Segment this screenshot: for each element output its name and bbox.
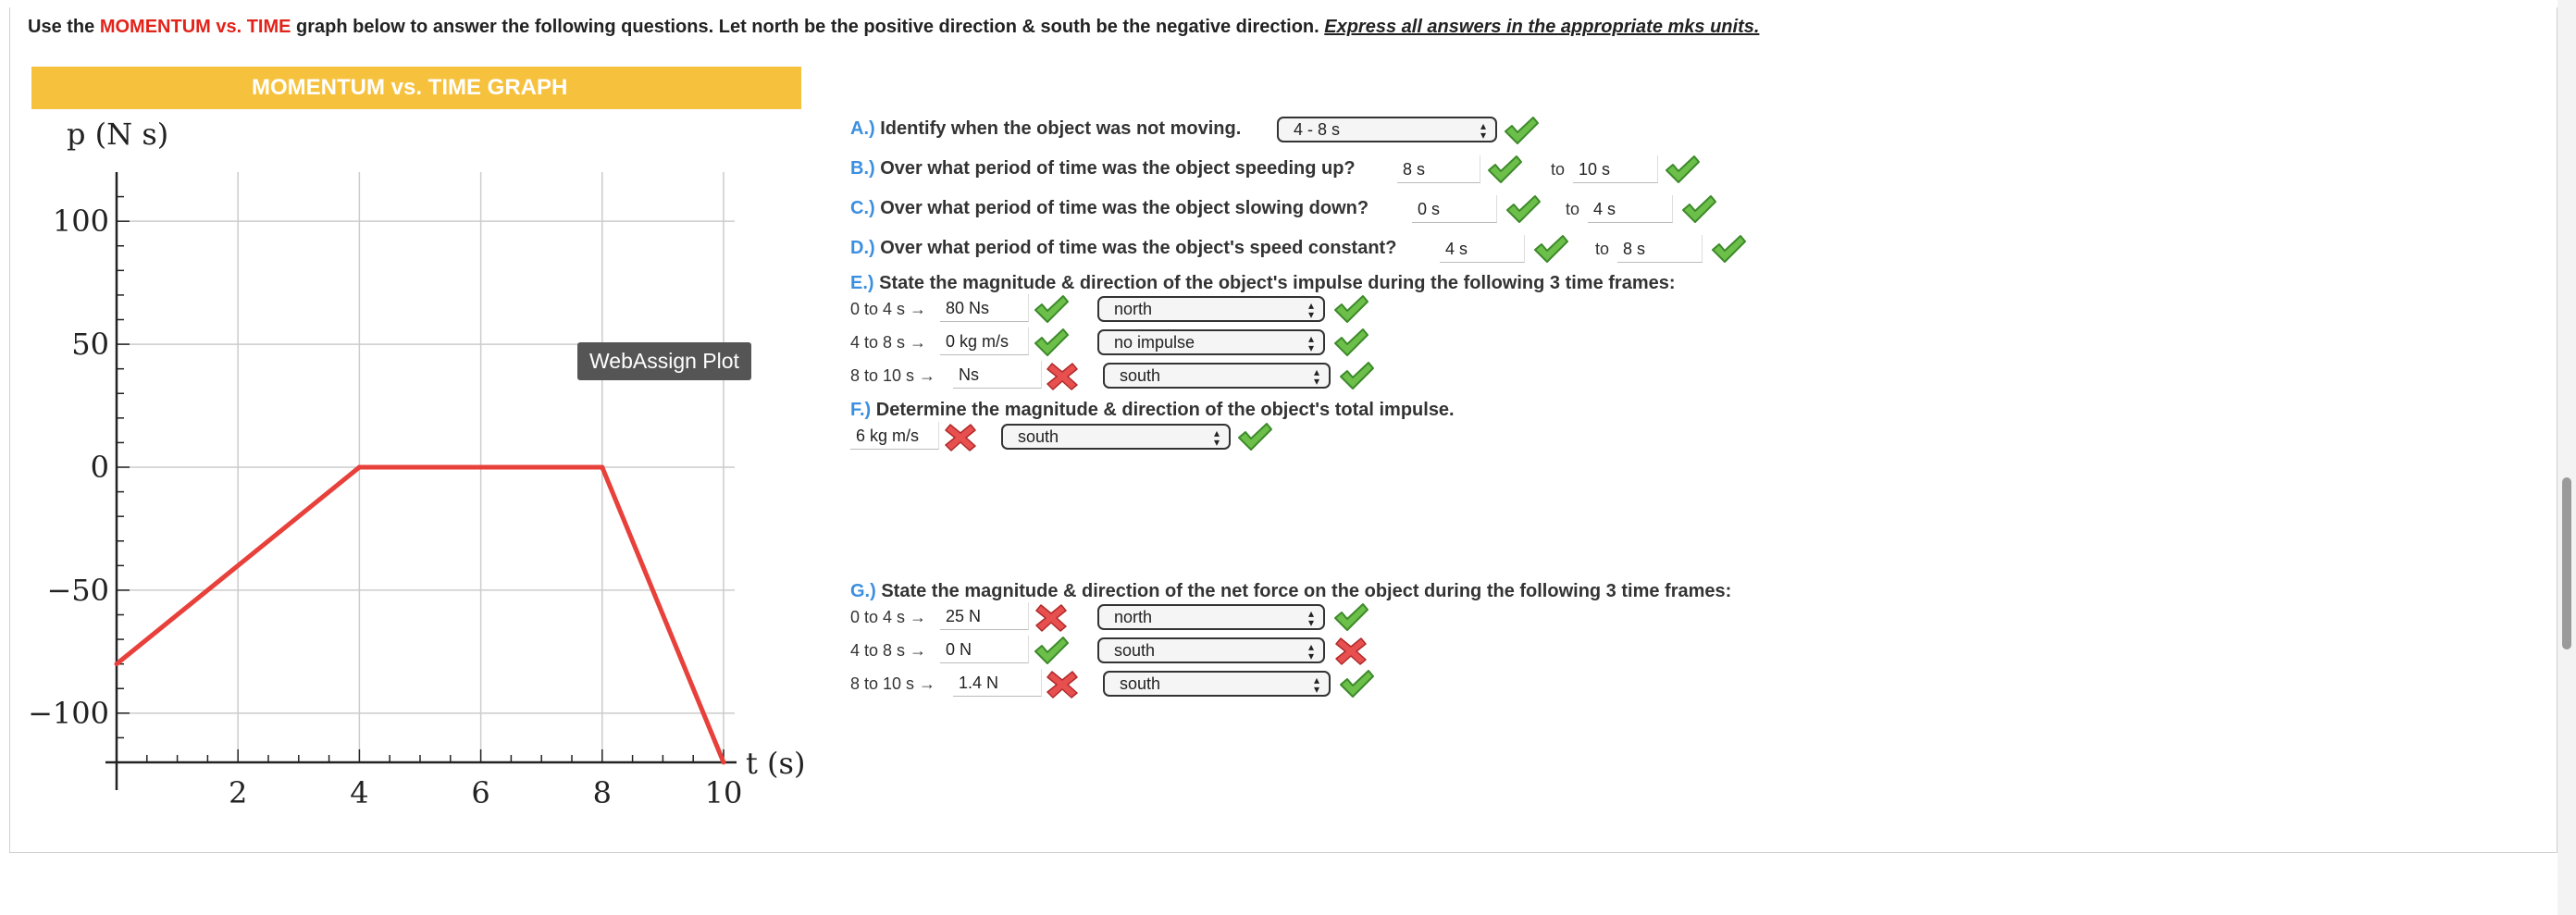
- question-c: [850, 198, 1368, 219]
- question-g-row-3-dir-check-icon: [1338, 668, 1375, 699]
- select-arrows-icon: ▴ ▾: [1313, 674, 1319, 696]
- data-point: [357, 465, 362, 470]
- question-b-from-input[interactable]: 8 s: [1397, 155, 1480, 183]
- question-d: [850, 238, 1396, 259]
- question-e-row-3-input[interactable]: Ns: [953, 361, 1042, 389]
- question-b: [850, 158, 1356, 179]
- question-e-label: E.): [850, 273, 874, 293]
- x-tick-label: 6: [471, 775, 490, 810]
- question-g-row-1-select[interactable]: [1097, 604, 1325, 630]
- select-arrows-icon: ▴ ▾: [1313, 365, 1319, 388]
- question-g-row-2-range: 4 to 8 s →: [850, 641, 927, 660]
- plot-tooltip: WebAssign Plot: [577, 342, 751, 380]
- data-point: [600, 465, 604, 470]
- data-point: [722, 760, 726, 765]
- instructions-highlight: MOMENTUM vs. TIME: [99, 17, 291, 37]
- select-arrows-icon: ▴ ▾: [1307, 332, 1314, 354]
- data-point: [115, 662, 119, 666]
- y-tick-label: 50: [71, 327, 109, 363]
- question-g-text: State the magnitude & direction of the net force on the object during the following 3 time frames:: [881, 581, 1732, 601]
- question-g-row-2-dir-cross-icon: [1332, 635, 1369, 666]
- question-a-check-icon: [1503, 115, 1540, 146]
- scrollbar-thumb[interactable]: [2562, 477, 2571, 649]
- question-d-text: Over what period of time was the object's speed constant?: [880, 238, 1397, 258]
- y-tick-label: −100: [28, 695, 109, 731]
- question-c-to-check-icon: [1680, 193, 1717, 225]
- question-e-row-1-select-value: north: [1114, 300, 1153, 318]
- question-g-row-3-select[interactable]: [1103, 671, 1331, 697]
- question-e-row-1-select[interactable]: [1097, 296, 1325, 322]
- question-a-select-value: 4 - 8 s: [1294, 120, 1341, 139]
- question-g-row-1-range: 0 to 4 s →: [850, 608, 927, 626]
- question-b-to-label: to: [1551, 160, 1566, 179]
- question-g-row-1-select-value: north: [1114, 608, 1153, 626]
- question-c-text: Over what period of time was the object slowing down?: [880, 198, 1369, 218]
- momentum-line: [117, 467, 724, 762]
- select-arrows-icon: ▴ ▾: [1307, 607, 1314, 629]
- question-c-to-label: to: [1566, 200, 1580, 218]
- question-g-row-2-input[interactable]: 0 N: [940, 636, 1029, 663]
- question-a-label: A.): [850, 118, 875, 139]
- question-g-row-2-select[interactable]: [1097, 637, 1325, 663]
- select-arrows-icon: ▴ ▾: [1307, 640, 1314, 662]
- question-g-row-2-select-value: south: [1114, 641, 1156, 660]
- question-g-row-3-range: 8 to 10 s →: [850, 674, 936, 693]
- momentum-time-plot: [28, 111, 833, 814]
- question-d-from-check-icon: [1532, 233, 1569, 265]
- question-f-text: Determine the magnitude & direction of the object's total impulse.: [875, 400, 1455, 420]
- question-g-row-1-input[interactable]: 25 N: [940, 602, 1029, 630]
- question-g-row-3-value-cross-icon: [1044, 668, 1081, 699]
- y-tick-label: 0: [90, 450, 109, 485]
- instructions-emphasis: Express all answers in the appropriate mks units.: [1324, 17, 1760, 37]
- question-b-label: B.): [850, 158, 875, 179]
- question-e-row-2-select-value: no impulse: [1114, 333, 1195, 352]
- select-arrows-icon: ▴ ▾: [1213, 427, 1220, 449]
- question-g: [850, 581, 1731, 602]
- question-e-text: State the magnitude & direction of the object's impulse during the following 3 time frames:: [879, 273, 1676, 293]
- x-tick-label: 8: [592, 775, 612, 810]
- question-e-row-1-dir-check-icon: [1332, 293, 1369, 325]
- question-g-row-3-input[interactable]: 1.4 N: [953, 669, 1042, 697]
- question-c-from-input[interactable]: 0 s: [1412, 195, 1497, 223]
- question-e-row-3-value-cross-icon: [1044, 360, 1081, 391]
- question-a-select[interactable]: [1277, 117, 1497, 142]
- question-f-dir-check-icon: [1236, 421, 1273, 452]
- question-g-row-1-dir-check-icon: [1332, 601, 1369, 633]
- instructions-text-2: graph below to answer the following questions. Let north be the positive direction & south be the negative direction.: [291, 17, 1325, 37]
- question-d-to-check-icon: [1710, 233, 1747, 265]
- y-axis-label: p (N s): [67, 117, 169, 152]
- question-d-to-input[interactable]: 8 s: [1617, 235, 1703, 263]
- question-f-select[interactable]: [1001, 424, 1231, 450]
- question-f-input[interactable]: 6 kg m/s: [850, 422, 939, 450]
- question-d-from-input[interactable]: 4 s: [1440, 235, 1525, 263]
- select-arrows-icon: ▴ ▾: [1480, 119, 1486, 142]
- question-e-row-2-input[interactable]: 0 kg m/s: [940, 328, 1029, 355]
- question-b-to-input[interactable]: 10 s: [1573, 155, 1658, 183]
- question-e-row-2-select[interactable]: [1097, 329, 1325, 355]
- question-g-row-2-value-check-icon: [1033, 635, 1070, 666]
- question-d-to-label: to: [1595, 240, 1610, 258]
- question-f-select-value: south: [1018, 427, 1059, 446]
- question-c-to-input[interactable]: 4 s: [1588, 195, 1673, 223]
- question-e-row-3-select-value: south: [1120, 366, 1161, 385]
- question-g-row-1-value-cross-icon: [1033, 601, 1070, 633]
- question-a: [850, 118, 1241, 140]
- question-e-row-2-range: 4 to 8 s →: [850, 333, 927, 352]
- question-b-from-check-icon: [1486, 154, 1523, 185]
- question-e-row-3-dir-check-icon: [1338, 360, 1375, 391]
- y-tick-label: 100: [52, 204, 109, 240]
- x-tick-label: 4: [350, 775, 369, 810]
- x-tick-label: 2: [229, 775, 248, 810]
- question-f-value-cross-icon: [942, 421, 979, 452]
- x-tick-label: 10: [704, 775, 743, 810]
- question-a-text: Identify when the object was not moving.: [880, 118, 1242, 139]
- y-tick-label: −50: [46, 572, 109, 608]
- question-f: [850, 400, 1455, 421]
- question-d-label: D.): [850, 238, 875, 258]
- question-e: [850, 273, 1676, 294]
- scrollbar-track[interactable]: [2557, 0, 2576, 915]
- question-e-row-3-select[interactable]: [1103, 363, 1331, 389]
- question-e-row-1-value-check-icon: [1033, 293, 1070, 325]
- question-e-row-2-dir-check-icon: [1332, 327, 1369, 358]
- graph-title: MOMENTUM vs. TIME GRAPH: [31, 67, 801, 109]
- instructions: [28, 17, 1759, 38]
- question-e-row-1-range: 0 to 4 s →: [850, 300, 927, 318]
- question-c-from-check-icon: [1505, 193, 1542, 225]
- question-f-label: F.): [850, 400, 872, 420]
- x-axis-label: t (s): [746, 746, 806, 781]
- question-b-text: Over what period of time was the object speeding up?: [880, 158, 1356, 179]
- question-g-row-3-select-value: south: [1120, 674, 1161, 693]
- instructions-text: Use the: [28, 17, 100, 37]
- question-e-row-1-input[interactable]: 80 Ns: [940, 294, 1029, 322]
- question-g-label: G.): [850, 581, 876, 601]
- question-c-label: C.): [850, 198, 875, 218]
- select-arrows-icon: ▴ ▾: [1307, 299, 1314, 321]
- question-e-row-2-value-check-icon: [1033, 327, 1070, 358]
- question-e-row-3-range: 8 to 10 s →: [850, 366, 936, 385]
- question-b-to-check-icon: [1664, 154, 1701, 185]
